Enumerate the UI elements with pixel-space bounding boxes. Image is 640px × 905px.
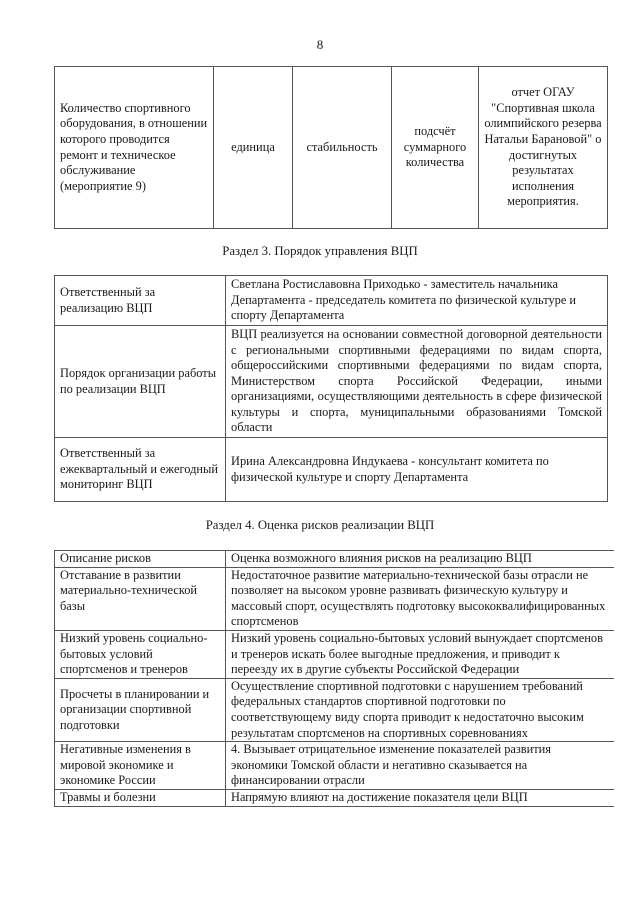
row-key: Ответственный за ежеквартальный и ежегодный мониторинг ВЦП [55, 438, 226, 502]
table-row [55, 326, 608, 438]
table-row [55, 438, 608, 502]
risk-cell: Низкий уровень социально-бытовых условий спортсменов и тренеров [55, 630, 226, 678]
table-row [55, 567, 615, 630]
row-value: Ирина Александровна Индукаева - консультант комитета по физической культуре и спорту Департамента [226, 438, 608, 502]
indicator-name-cell: Количество спортивного оборудования, в отношении которого проводится ремонт и техническое обслуживание (мероприятие 9) [55, 67, 214, 229]
table-row [55, 276, 608, 326]
trend-cell: стабильность [293, 67, 392, 229]
impact-cell: Низкий уровень социально-бытовых условий вынуждает спортсменов и тренеров искать более выгодные предложения, и приводит к переезду их в другие субъекты Российской Федерации [226, 630, 615, 678]
risks-table [54, 550, 614, 807]
row-value: ВЦП реализуется на основании совместной договорной деятельности с региональными спортивными федерациями по видам спорта, общероссийскими спортивными федерациями по видам спорта, Министерством спорта Российской Федерации, иными организациями, осуществляющими деятельность в сфере физической культуры и спорта, муниципальными образованиями Томской области [226, 326, 608, 438]
risk-cell: Отставание в развитии материально-технической базы [55, 567, 226, 630]
impact-cell: Недостаточное развитие материально-технической базы отрасли не позволяет на высоком уровне развивать физическую культуру и массовый спорт, осуществлять подготовку высококвалифицированных спортсменов [226, 567, 615, 630]
indicator-table [54, 66, 608, 229]
source-cell: отчет ОГАУ "Спортивная школа олимпийского резерва Натальи Барановой" о достигнутых результатах исполнения мероприятия. [479, 67, 608, 229]
impact-cell: Напрямую влияют на достижение показателя цели ВЦП [226, 789, 615, 806]
risk-cell: Травмы и болезни [55, 789, 226, 806]
section-4-title: Раздел 4. Оценка рисков реализации ВЦП [205, 518, 435, 532]
row-key: Ответственный за реализацию ВЦП [55, 276, 226, 326]
table-row [55, 630, 615, 678]
page-number: 8 [316, 37, 324, 52]
table-row [55, 678, 615, 741]
management-table [54, 275, 608, 502]
column-header-risks: Описание рисков [55, 551, 226, 568]
method-cell: подсчёт суммарного количества [392, 67, 479, 229]
risk-cell: Негативные изменения в мировой экономике и экономике России [55, 742, 226, 790]
row-value: Светлана Ростиславовна Приходько - заместитель начальника Департамента - председатель комитета по физической культуре и спорту Департамента [226, 276, 608, 326]
table-row [55, 67, 608, 229]
unit-cell: единица [214, 67, 293, 229]
table-header-row [55, 551, 615, 568]
impact-cell: 4. Вызывает отрицательное изменение показателей развития экономики Томской области и негативно сказывается на финансировании отрасли [226, 742, 615, 790]
column-header-impact: Оценка возможного влияния рисков на реализацию ВЦП [226, 551, 615, 568]
impact-cell: Осуществление спортивной подготовки с нарушением требований федеральных стандартов спортивной подготовки по соответствующему виду спорта приводит к недостаточно высоким результатам спортсменов на спортивных соревнованиях [226, 678, 615, 741]
table-row [55, 742, 615, 790]
section-3-title: Раздел 3. Порядок управления ВЦП [222, 244, 418, 258]
table-row [55, 789, 615, 806]
row-key: Порядок организации работы по реализации ВЦП [55, 326, 226, 438]
risk-cell: Просчеты в планировании и организации спортивной подготовки [55, 678, 226, 741]
